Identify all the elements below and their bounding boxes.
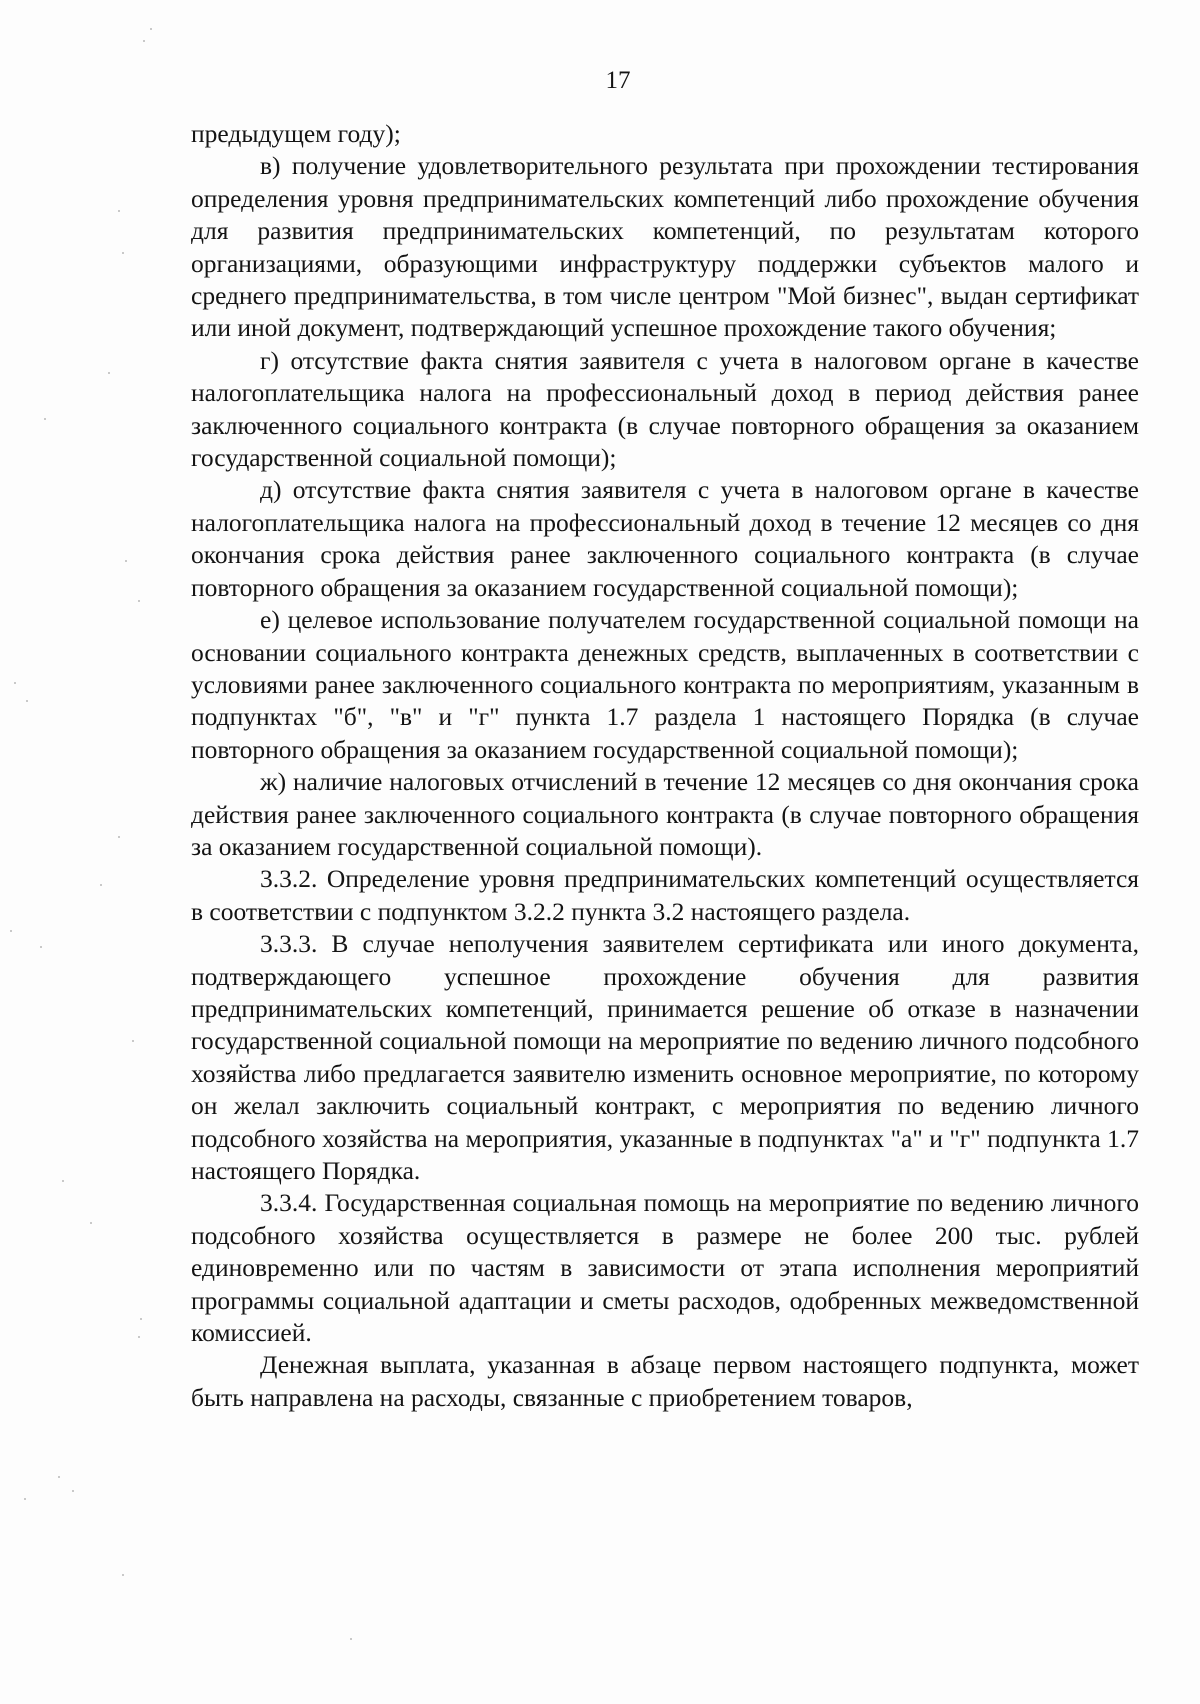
paragraph-item-d: д) отсутствие факта снятия заявителя с учета в налоговом органе в качестве налогоплательщика налога на профессиональный доход в течение 12 месяцев со дня окончания срока действия ранее заключенного социального контракта (в случае повторного обращения за оказанием государственной социальной помощи); xyxy=(191,475,1139,602)
paragraph-item-zh: ж) наличие налоговых отчислений в течение 12 месяцев со дня окончания срока действия ранее заключенного социального контракта (в случае повторного обращения за оказанием государственной социальной помощи). xyxy=(191,767,1139,861)
paragraph-3-3-2: 3.3.2. Определение уровня предпринимательских компетенций осуществляется в соответствии с подпунктом 3.2.2 пункта 3.2 настоящего раздела. xyxy=(191,864,1139,926)
paragraph-continuation: предыдущем году); xyxy=(191,119,401,148)
paragraph-3-3-3: 3.3.3. В случае неполучения заявителем сертификата или иного документа, подтверждающего успешное прохождение обучения для развития предпринимательских компетенций, принимается решение об отказе в назначении государственной социальной помощи на мероприятие по ведению личного подсобного хозяйства либо предлагается заявителю изменить основное мероприятие, по которому он желал заключить социальный контракт, с мероприятия по ведению личного подсобного хозяйства на мероприятия, указанные в подпунктах "а" и "г" подпункта 1.7 настоящего Порядка. xyxy=(191,929,1139,1185)
paragraph-item-e: е) целевое использование получателем государственной социальной помощи на основании социального контракта денежных средств, выплаченных в соответствии с условиями ранее заключенного социального контракта по мероприятиям, указанным в подпунктах "б", "в" и "г" пункта 1.7 раздела 1 настоящего Порядка (в случае повторного обращения за оказанием государственной социальной помощи); xyxy=(191,605,1139,764)
paragraph-payment: Денежная выплата, указанная в абзаце первом настоящего подпункта, может быть направлена на расходы, связанные с приобретением товаров, xyxy=(191,1350,1139,1412)
document-body xyxy=(191,118,1139,1414)
paragraph-item-v: в) получение удовлетворительного результата при прохождении тестирования определения уровня предпринимательских компетенций либо прохождение обучения для развития предпринимательских компетенций, по результатам которого организациями, образующими инфраструктуру поддержки субъектов малого и среднего предпринимательства, в том числе центром "Мой бизнес", выдан сертификат или иной документ, подтверждающий успешное прохождение такого обучения; xyxy=(191,151,1139,343)
paragraph-item-g: г) отсутствие факта снятия заявителя с учета в налоговом органе в качестве налогоплательщика налога на профессиональный доход в период действия ранее заключенного социального контракта (в случае повторного обращения за оказанием государственной социальной помощи); xyxy=(191,345,1139,473)
page-number: 17 xyxy=(605,67,631,94)
paragraph-3-3-4: 3.3.4. Государственная социальная помощь на мероприятие по ведению личного подсобного хозяйства осуществляется в размере не более 200 тыс. рублей единовременно или по частям в зависимости от этапа исполнения мероприятий программы социальной адаптации и сметы расходов, одобренных межведомственной комиссией. xyxy=(191,1188,1139,1348)
